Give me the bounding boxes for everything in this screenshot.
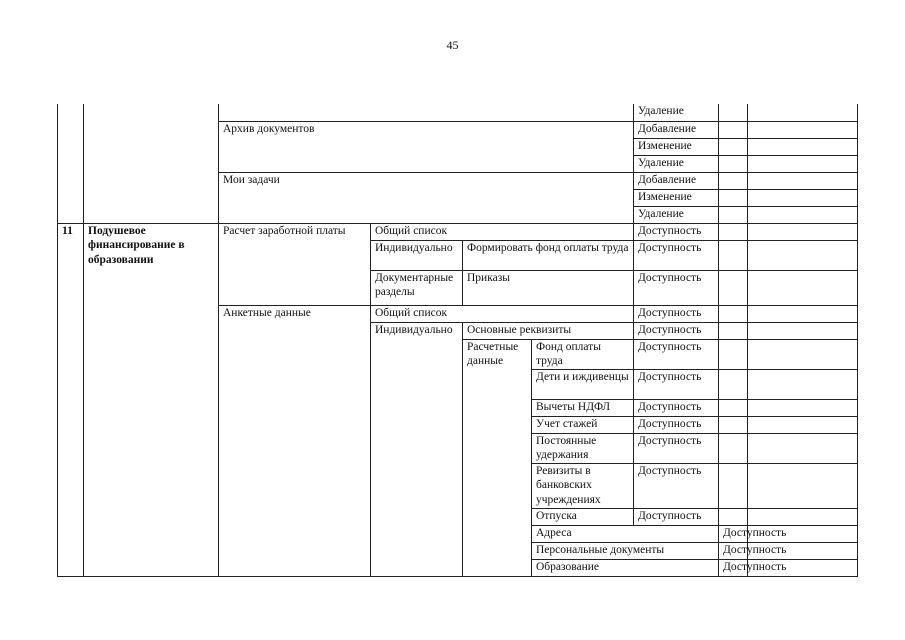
action-cell: Доступность [634,508,719,525]
check-cell [719,138,748,155]
action-cell: Доступность [719,542,748,559]
note-cell [748,508,858,525]
note-cell [748,270,858,305]
calc-row-label: Ревизиты в банковских учреждениях [532,463,634,508]
calc-row-label: Постоянные удержания [532,433,634,463]
action-cell: Доступность [634,416,719,433]
profile-individual: Индивидуально [371,322,463,576]
note-cell [748,433,858,463]
calc-row-label: Дети и иждивенцы [532,369,634,399]
cell-num-prev [58,104,84,223]
action-cell: Доступность [634,339,719,369]
note-cell [748,121,858,138]
payroll-doc-sections: Документарные разделы [371,270,463,305]
note-cell [748,463,858,508]
calc-row-label: Вычеты НДФЛ [532,399,634,416]
profile-addresses: Адреса [532,525,719,542]
action-cell: Доступность [719,525,748,542]
payroll-general-list: Общий список [371,223,634,240]
check-cell [719,189,748,206]
access-rights-table [57,104,858,577]
note-cell [748,399,858,416]
note-cell [748,172,858,189]
check-cell [719,121,748,138]
note-cell [748,138,858,155]
action-cell: Добавление [634,172,719,189]
profile-calc-data: Расчетные данные [463,339,532,576]
action-cell: Добавление [634,121,719,138]
note-cell [748,339,858,369]
note-cell [748,104,858,121]
section-tasks: Мои задачи [219,172,634,223]
cell-section-prev [219,104,634,121]
section-profile: Анкетные данные [219,305,371,576]
action-cell: Доступность [634,305,719,322]
action-cell: Доступность [634,322,719,339]
payroll-orders: Приказы [463,270,634,305]
note-cell [748,223,858,240]
check-cell [719,433,748,463]
profile-personal-docs: Персональные документы [532,542,719,559]
note-cell [748,206,858,223]
check-cell [719,305,748,322]
section-archive: Архив документов [219,121,634,172]
profile-education: Образование [532,559,719,576]
item-number: 11 [58,223,84,576]
payroll-form-fund: Формировать фонд оплаты труда [463,240,634,270]
check-cell [719,104,748,121]
check-cell [719,463,748,508]
action-cell: Удаление [634,206,719,223]
page-number: 45 [446,38,459,52]
action-cell: Доступность [634,223,719,240]
profile-main-requisites: Основные реквизиты [463,322,634,339]
note-cell [748,240,858,270]
check-cell [719,172,748,189]
note-cell [748,322,858,339]
table-row [58,223,858,240]
action-cell: Удаление [634,155,719,172]
action-cell: Доступность [634,399,719,416]
cell-name-prev [84,104,219,223]
action-cell: Доступность [634,240,719,270]
calc-row-label: Фонд оплаты труда [532,339,634,369]
table-row [58,104,858,121]
note-cell [748,155,858,172]
action-cell: Доступность [634,433,719,463]
note-cell [748,305,858,322]
check-cell [719,223,748,240]
check-cell [719,206,748,223]
note-cell [748,416,858,433]
action-cell: Изменение [634,138,719,155]
check-cell [719,155,748,172]
check-cell [719,240,748,270]
check-cell [719,399,748,416]
section-payroll: Расчет заработной платы [219,223,371,305]
action-cell: Изменение [634,189,719,206]
check-cell [719,339,748,369]
action-cell: Доступность [634,369,719,399]
calc-row-label: Учет стажей [532,416,634,433]
action-cell: Доступность [634,463,719,508]
item-name: Подушевое финансирование в образовании [84,223,219,576]
check-cell [719,270,748,305]
check-cell [719,322,748,339]
note-cell [748,369,858,399]
calc-row-label: Отпуска [532,508,634,525]
check-cell [719,508,748,525]
action-cell: Доступность [634,270,719,305]
action-cell: Доступность [719,559,748,576]
action-cell: Удаление [634,104,719,121]
profile-general-list: Общий список [371,305,634,322]
check-cell [719,369,748,399]
check-cell [719,416,748,433]
payroll-individual: Индивидуально [371,240,463,270]
note-cell [748,189,858,206]
